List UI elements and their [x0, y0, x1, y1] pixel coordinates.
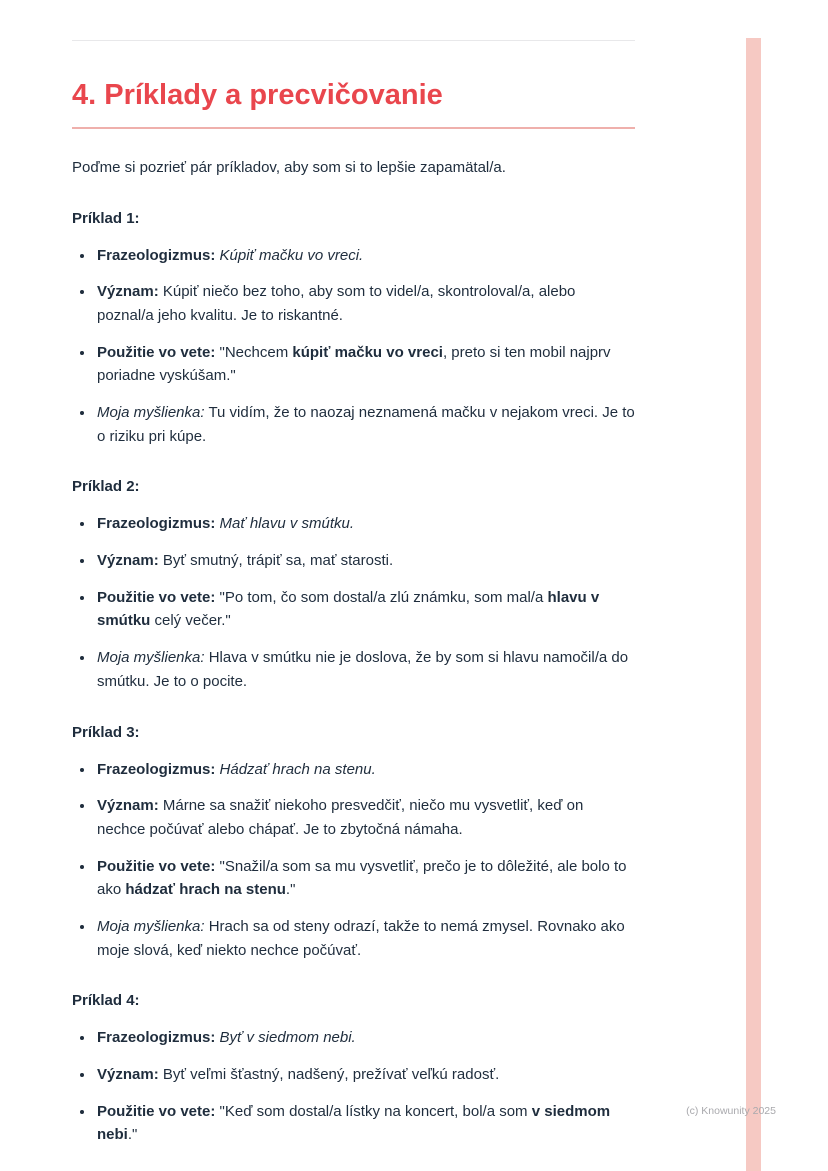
text-segment: v siedmom nebi	[97, 1102, 611, 1144]
text-segment: Moja myšlienka:	[97, 404, 205, 422]
text-segment: ."	[285, 881, 296, 899]
list-item	[95, 244, 635, 268]
text-segment: Frazeologizmus:	[97, 1029, 216, 1047]
list-item	[95, 341, 635, 388]
text-segment: Význam:	[97, 552, 159, 570]
page-title: 4. Príklady a precvičovanie	[72, 79, 443, 111]
list-item	[95, 758, 635, 782]
text-segment: Byť smutný, trápiť sa, mať starosti.	[158, 552, 394, 570]
text-segment: Použitie vo vete:	[97, 1102, 216, 1120]
list-item	[95, 1100, 635, 1147]
top-divider	[72, 40, 635, 41]
text-segment: Kúpiť niečo bez toho, aby som to videl/a, skontroloval/a, alebo poznal/a jeho kvalitu. Je to riskantné.	[97, 283, 576, 324]
example-heading: Príklad 3:	[72, 723, 140, 741]
document-content	[72, 0, 635, 1160]
text-segment: Frazeologizmus:	[97, 515, 216, 533]
watermark: (c) Knowunity 2025	[686, 1105, 776, 1117]
list-item	[95, 1063, 635, 1087]
text-segment: "Nechcem	[215, 343, 293, 361]
text-segment: Význam:	[97, 283, 159, 301]
text-segment: ."	[127, 1126, 138, 1144]
list-item	[95, 855, 635, 902]
text-segment: Hlava v smútku nie je doslova, že by som si hlavu namočil/a do smútku. Je to o pocite.	[97, 649, 629, 690]
text-segment: Hrach sa od steny odrazí, takže to nemá zmysel. Rovnako ako moje slová, keď niekto nechce počúvať.	[97, 917, 625, 959]
list-item	[95, 794, 635, 841]
text-segment: celý večer."	[150, 612, 231, 630]
text-segment: , preto si ten mobil najprv poriadne vyskúšam."	[97, 343, 611, 385]
bullet-list	[72, 1026, 635, 1147]
bullet-list	[72, 758, 635, 963]
text-segment: Márne sa snažiť niekoho presvedčiť, niečo mu vysvetliť, keď on nechce počúvať alebo chápať. Je to zbytočná námaha.	[97, 797, 584, 838]
example-heading: Príklad 1:	[72, 209, 140, 227]
bullet-list	[72, 512, 635, 693]
text-segment: hádzať hrach na stenu	[125, 881, 286, 899]
list-item	[95, 280, 635, 327]
list-item	[95, 512, 635, 536]
list-item	[95, 1026, 635, 1050]
text-segment: Byť v siedmom nebi.	[215, 1029, 356, 1047]
text-segment: "Snažil/a som sa mu vysvetliť, prečo je to dôležité, ale bolo to ako	[97, 857, 627, 899]
text-segment: Kúpiť mačku vo vreci.	[215, 246, 364, 264]
text-segment: Použitie vo vete:	[97, 343, 216, 361]
text-segment: Moja myšlienka:	[97, 649, 205, 667]
text-segment: Tu vidím, že to naozaj neznamená mačku v nejakom vreci. Je to o riziku pri kúpe.	[97, 404, 635, 445]
text-segment: Hádzať hrach na stenu.	[215, 760, 376, 778]
list-item	[95, 549, 635, 573]
text-segment: hlavu v smútku	[97, 588, 600, 630]
text-segment: "Keď som dostal/a lístky na koncert, bol/a som	[215, 1102, 532, 1120]
example-heading: Príklad 2:	[72, 478, 140, 496]
bullet-list	[72, 244, 635, 449]
text-segment: Byť veľmi šťastný, nadšený, prežívať veľkú radosť.	[158, 1066, 500, 1084]
examples-container	[72, 210, 635, 1148]
text-segment: Moja myšlienka:	[97, 917, 205, 935]
list-item	[95, 915, 635, 962]
text-segment: Význam:	[97, 797, 159, 815]
text-segment: Mať hlavu v smútku.	[215, 515, 355, 533]
title-underline	[72, 127, 635, 129]
text-segment: Frazeologizmus:	[97, 760, 216, 778]
text-segment: Použitie vo vete:	[97, 857, 216, 875]
text-segment: "Po tom, čo som dostal/a zlú známku, som mal/a	[215, 588, 548, 606]
intro-paragraph: Poďme si pozrieť pár príkladov, aby som si to lepšie zapamätal/a.	[72, 159, 506, 177]
text-segment: Frazeologizmus:	[97, 246, 216, 264]
right-accent-bar	[746, 38, 761, 1171]
example-heading: Príklad 4:	[72, 992, 140, 1010]
list-item	[95, 586, 635, 633]
text-segment: Použitie vo vete:	[97, 588, 216, 606]
list-item	[95, 646, 635, 693]
text-segment: Význam:	[97, 1066, 159, 1084]
text-segment: kúpiť mačku vo vreci	[292, 343, 443, 361]
list-item	[95, 401, 635, 448]
